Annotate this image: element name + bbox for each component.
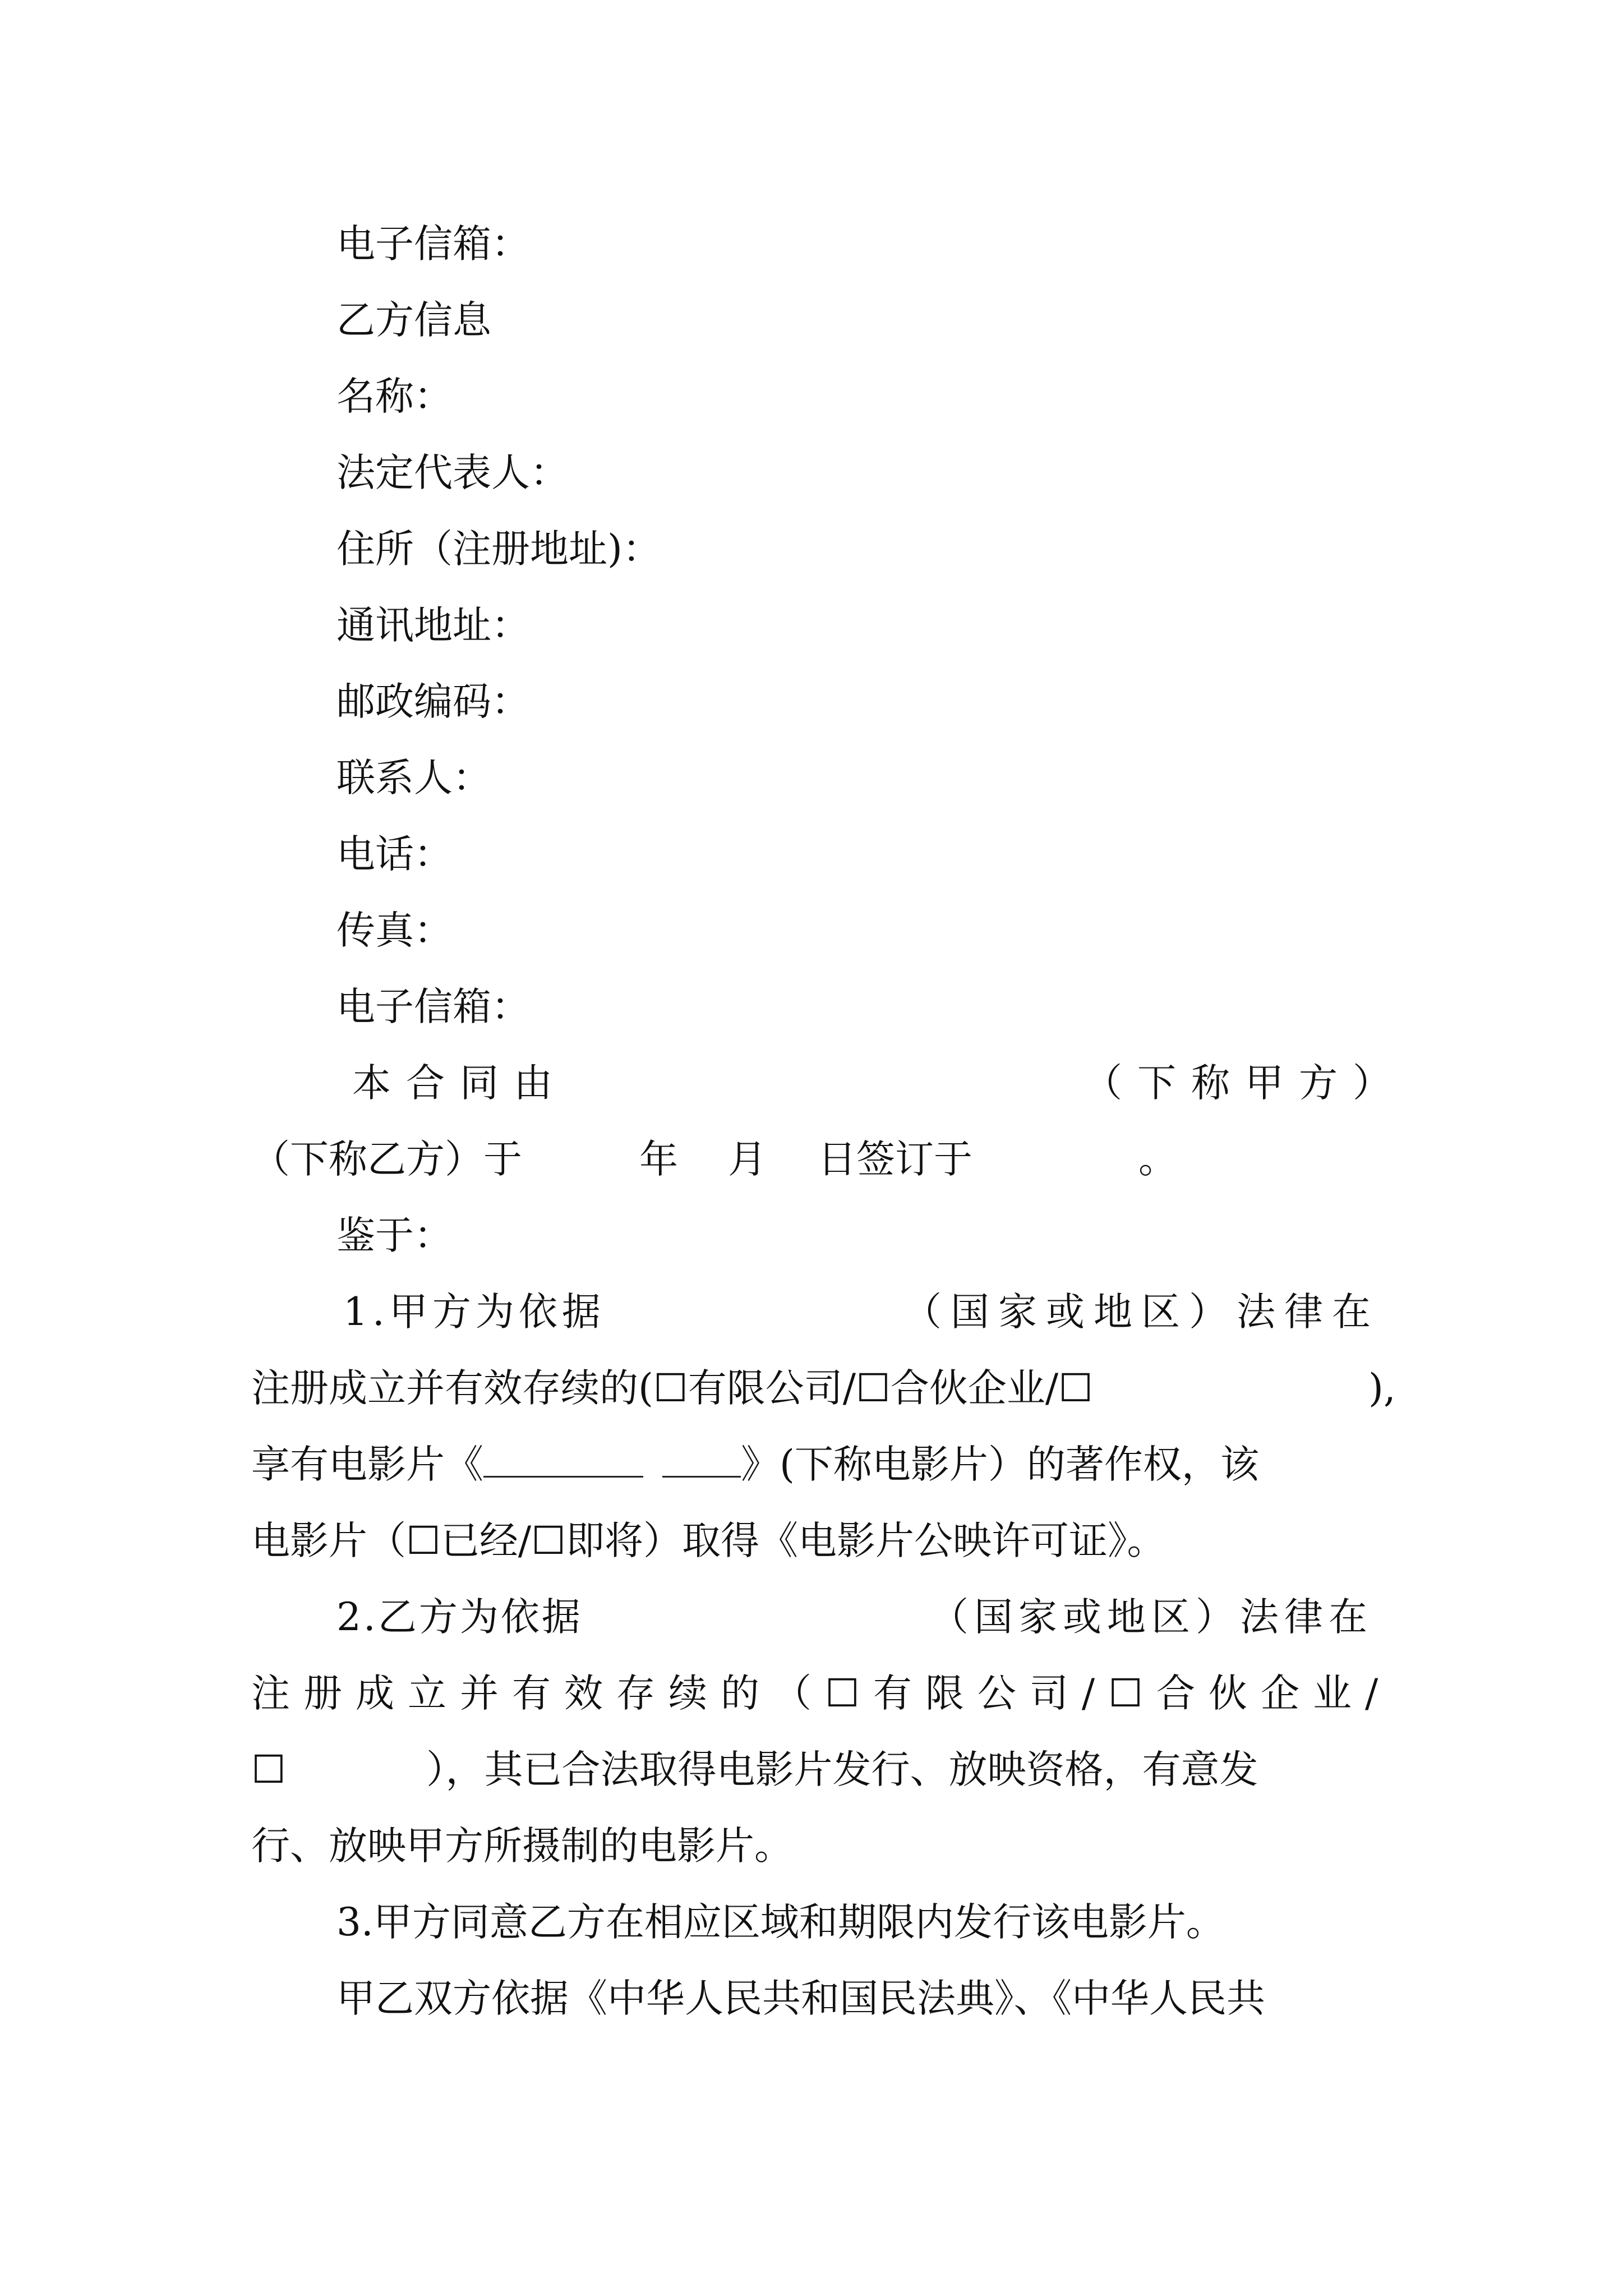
whereas-item1-line1-left: 1.甲方为依据 <box>343 1290 605 1335</box>
whereas-heading: 鉴于： <box>336 1213 453 1258</box>
whereas-item1-line2-left: 注册成立并有效存续的(☐有限公司/☐合伙企业/☐ <box>251 1366 1093 1411</box>
intro-line1-right: （下称甲方） <box>1083 1061 1407 1106</box>
legal-basis-line: 甲乙双方依据《中华人民共和国民法典》、《中华人民共 <box>336 1976 1265 2021</box>
film-title-blank-1 <box>483 1441 643 1478</box>
party-b-heading: 乙方信息 <box>336 298 491 343</box>
intro-line1-left: 本合同由 <box>352 1061 568 1106</box>
party-a-email-label: 电子信箱： <box>336 222 530 266</box>
whereas-item2-line1-left: 2.乙方为依据 <box>336 1595 583 1640</box>
party-b-mail-address-label: 通讯地址： <box>336 603 530 648</box>
whereas-item2-line4: 行、放映甲方所摄制的电影片。 <box>251 1824 793 1869</box>
whereas-item3: 3.甲方同意乙方在相应区域和期限内发行该电影片。 <box>336 1900 1225 1945</box>
film-title-blank-2 <box>662 1441 741 1478</box>
intro-line2-end: 。 <box>1138 1137 1177 1182</box>
intro-month-label: 月 <box>728 1137 767 1182</box>
intro-day-label: 日签订于 <box>818 1137 972 1182</box>
party-b-contact-label: 联系人： <box>336 756 491 800</box>
whereas-item2-line3-right: ），其已合法取得电影片发行、放映资格，有意发 <box>426 1747 1258 1792</box>
party-b-email-label: 电子信箱： <box>336 984 530 1029</box>
whereas-item1-line2-right: ), <box>1368 1366 1396 1411</box>
party-b-legal-rep-label: 法定代表人： <box>336 450 569 495</box>
party-b-name-label: 名称： <box>336 374 453 419</box>
intro-line2-prefix: （下称乙方）于 <box>251 1137 522 1182</box>
intro-year-label: 年 <box>639 1137 678 1182</box>
whereas-item1-line3 <box>251 1437 1259 1493</box>
party-b-domicile-label: 住所（注册地址)： <box>336 527 661 572</box>
film-title-close: 》(下称电影片）的著作权，该 <box>741 1442 1259 1487</box>
whereas-item2-line3-left: ☐ <box>251 1747 286 1792</box>
party-b-phone-label: 电话： <box>336 832 453 877</box>
whereas-item1-line1-right: （国家或地区）法律在 <box>903 1290 1380 1335</box>
party-b-postal-code-label: 邮政编码： <box>336 679 530 724</box>
whereas-item2-line2: 注册成立并有效存续的（☐有限公司/☐合伙企业/ <box>251 1671 1392 1716</box>
film-title-open: 享有电影片《 <box>251 1442 483 1487</box>
whereas-item1-line4: 电影片（☐已经/☐即将）取得《电影片公映许可证》。 <box>251 1519 1166 1563</box>
party-b-fax-label: 传真： <box>336 908 453 953</box>
whereas-item2-line1-right: （国家或地区）法律在 <box>930 1595 1373 1640</box>
